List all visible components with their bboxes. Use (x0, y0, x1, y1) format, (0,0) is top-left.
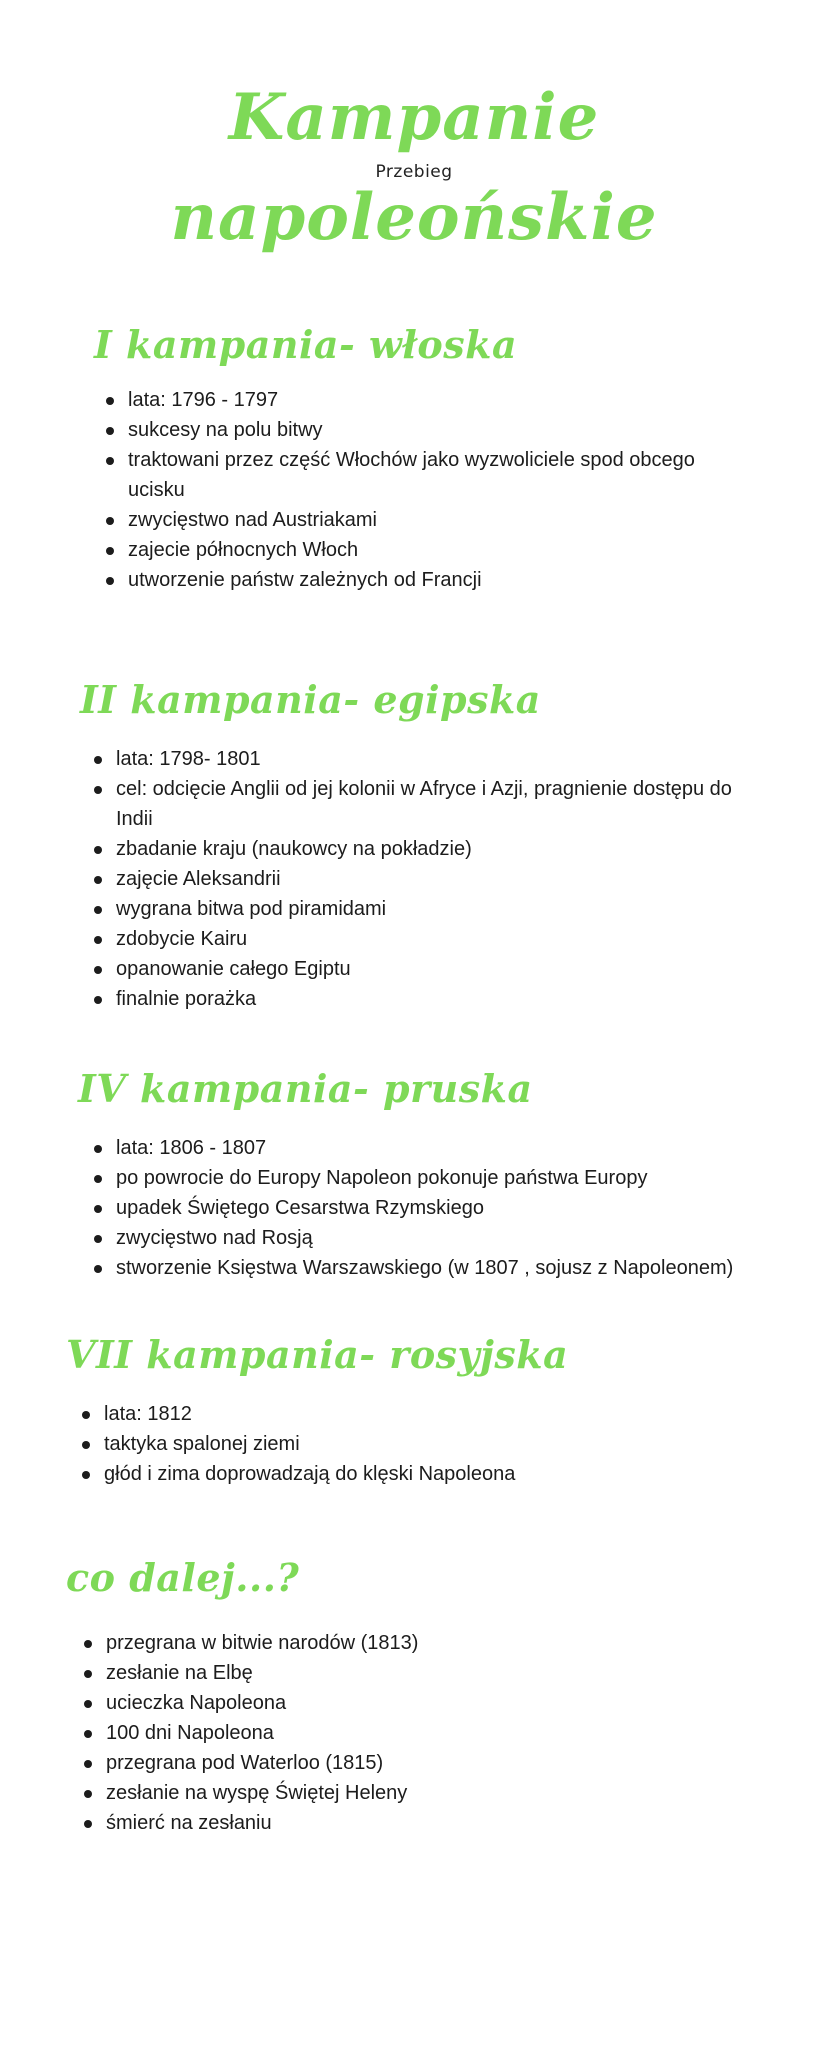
list-item: wygrana bitwa pod piramidami (92, 894, 740, 924)
section-aftermath (66, 1555, 756, 1838)
page-subtitle: Przebieg (375, 162, 453, 182)
list-item: zwycięstwo nad Austriakami (104, 505, 732, 535)
section-heading: co dalej...? (66, 1555, 300, 1600)
list-item: głód i zima doprowadzają do klęski Napoleona (80, 1459, 756, 1489)
page-title-block (0, 70, 828, 270)
list-item: zesłanie na wyspę Świętej Heleny (82, 1778, 756, 1808)
section-prussian-campaign (78, 1066, 768, 1283)
bullet-list (92, 744, 740, 1014)
bullet-list (80, 1399, 756, 1489)
list-item: upadek Świętego Cesarstwa Rzymskiego (92, 1193, 768, 1223)
section-russian-campaign (66, 1332, 756, 1489)
bullet-list (82, 1628, 756, 1838)
page-title-line-1: Kampanie (228, 80, 600, 155)
list-item: sukcesy na polu bitwy (104, 415, 732, 445)
list-item: stworzenie Księstwa Warszawskiego (w 1807 , sojusz z Napoleonem) (92, 1253, 768, 1283)
section-heading: IV kampania- pruska (78, 1066, 533, 1111)
list-item: po powrocie do Europy Napoleon pokonuje państwa Europy (92, 1163, 768, 1193)
bullet-list (104, 385, 732, 595)
list-item: zbadanie kraju (naukowcy na pokładzie) (92, 834, 740, 864)
list-item: opanowanie całego Egiptu (92, 954, 740, 984)
list-item: cel: odcięcie Anglii od jej kolonii w Afryce i Azji, pragnienie dostępu do Indii (92, 774, 740, 834)
list-item: przegrana pod Waterloo (1815) (82, 1748, 756, 1778)
list-item: zajecie północnych Włoch (104, 535, 732, 565)
list-item: traktowani przez część Włochów jako wyzwoliciele spod obcego ucisku (104, 445, 732, 505)
section-heading: VII kampania- rosyjska (66, 1332, 569, 1377)
list-item: lata: 1812 (80, 1399, 756, 1429)
list-item: zwycięstwo nad Rosją (92, 1223, 768, 1253)
section-egyptian-campaign (80, 677, 740, 1014)
list-item: utworzenie państw zależnych od Francji (104, 565, 732, 595)
list-item: lata: 1796 - 1797 (104, 385, 732, 415)
list-item: ucieczka Napoleona (82, 1688, 756, 1718)
list-item: taktyka spalonej ziemi (80, 1429, 756, 1459)
list-item: przegrana w bitwie narodów (1813) (82, 1628, 756, 1658)
list-item: zdobycie Kairu (92, 924, 740, 954)
section-heading: I kampania- włoska (94, 322, 518, 367)
list-item: 100 dni Napoleona (82, 1718, 756, 1748)
list-item: śmierć na zesłaniu (82, 1808, 756, 1838)
list-item: lata: 1798- 1801 (92, 744, 740, 774)
list-item: finalnie porażka (92, 984, 740, 1014)
list-item: lata: 1806 - 1807 (92, 1133, 768, 1163)
bullet-list (92, 1133, 768, 1283)
section-italian-campaign (92, 322, 732, 595)
list-item: zajęcie Aleksandrii (92, 864, 740, 894)
list-item: zesłanie na Elbę (82, 1658, 756, 1688)
page-title-line-2: napoleońskie (170, 180, 658, 255)
section-heading: II kampania- egipska (80, 677, 541, 722)
